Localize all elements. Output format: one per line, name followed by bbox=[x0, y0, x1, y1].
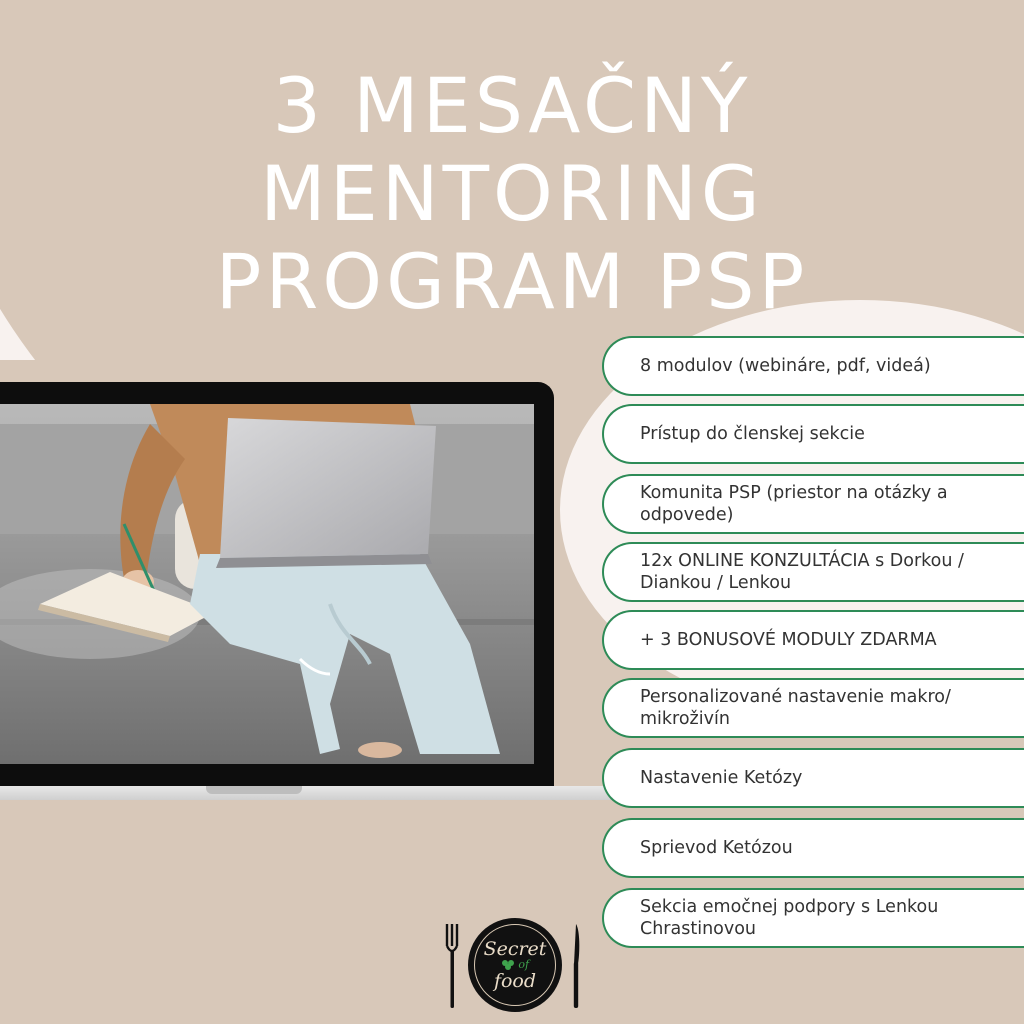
knife-icon bbox=[568, 922, 584, 1012]
laptop-mockup bbox=[0, 382, 554, 786]
logo-badge-inner bbox=[474, 924, 556, 1006]
title-line-1: 3 MESAČNÝ bbox=[272, 61, 752, 150]
title-line-2: MENTORING bbox=[260, 149, 764, 238]
logo-badge bbox=[468, 918, 562, 1012]
feature-item: 8 modulov (webináre, pdf, videá) bbox=[602, 336, 1024, 396]
laptop-base bbox=[0, 786, 620, 800]
page-title bbox=[0, 62, 1024, 326]
photo-woman-on-sofa bbox=[0, 404, 534, 764]
feature-item: Komunita PSP (priestor na otázky a odpovede) bbox=[602, 474, 1024, 534]
laptop-notch bbox=[206, 786, 302, 794]
feature-item: + 3 BONUSOVÉ MODULY ZDARMA bbox=[602, 610, 1024, 670]
feature-item: Nastavenie Ketózy bbox=[602, 748, 1024, 808]
feature-item: Sekcia emočnej podpory s Lenkou Chrastinovou bbox=[602, 888, 1024, 948]
fork-icon bbox=[444, 922, 464, 1012]
feature-item: Sprievod Ketózou bbox=[602, 818, 1024, 878]
title-line-3: PROGRAM PSP bbox=[215, 237, 809, 326]
feature-item: Personalizované nastavenie makro/ mikroživín bbox=[602, 678, 1024, 738]
laptop-screen bbox=[0, 404, 534, 764]
feature-item: Prístup do členskej sekcie bbox=[602, 404, 1024, 464]
logo-text-bottom: food bbox=[493, 970, 537, 992]
logo-text-top: Secret bbox=[483, 938, 547, 960]
brand-logo bbox=[440, 916, 590, 1016]
feature-item: 12x ONLINE KONZULTÁCIA s Dorkou / Diankou / Lenkou bbox=[602, 542, 1024, 602]
logo-text-of: of bbox=[518, 958, 530, 971]
